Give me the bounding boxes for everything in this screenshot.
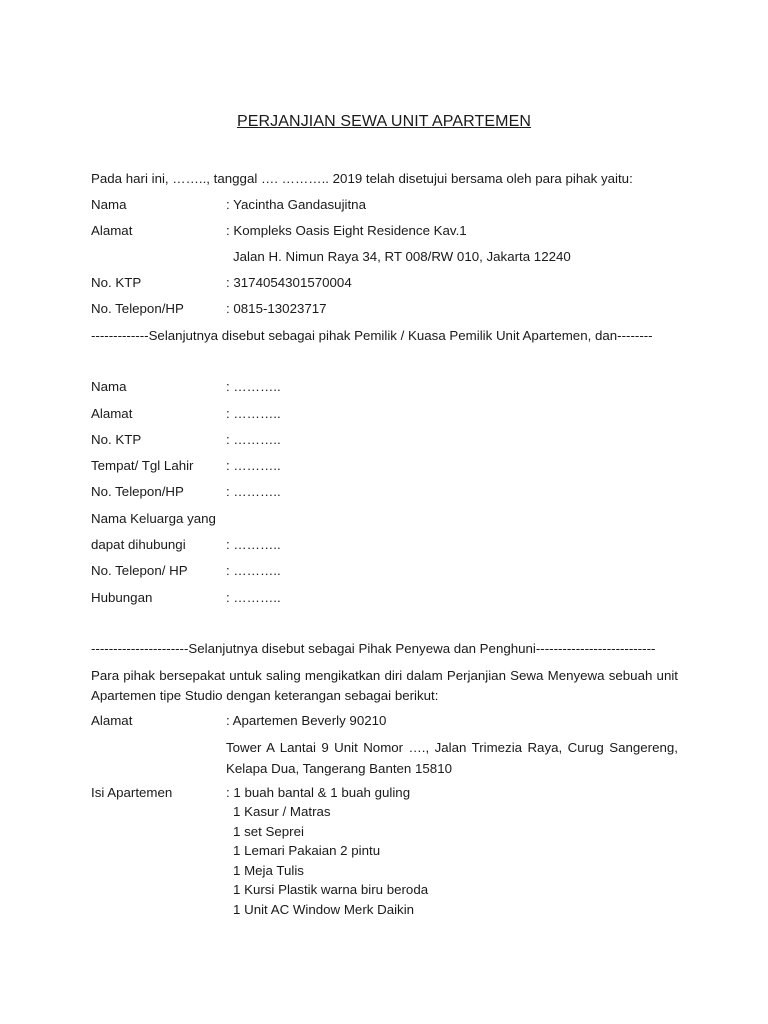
tenant-phone2-value: : ……….. (226, 563, 281, 578)
tenant-name-value: : ……….. (226, 379, 281, 394)
list-item: 1 Unit AC Window Merk Daikin (233, 901, 415, 917)
owner-address-label: Alamat (91, 223, 133, 238)
tenant-phone-value: : ……….. (226, 484, 281, 499)
owner-ktp-value: : 3174054301570004 (226, 275, 352, 290)
tenant-separator: ----------------------Selanjutnya disebut sebagai Pihak Penyewa dan Penghuni--------------------------- (91, 641, 656, 656)
agreement-paragraph: Para pihak bersepakat untuk saling mengikatkan diri dalam Perjanjian Sewa Menyewa sebuah unit Apartemen tipe Studio dengan keterangan sebagai berikut: (91, 668, 678, 703)
list-item: 1 Kasur / Matras (233, 804, 331, 819)
tenant-ktp-value: : ……….. (226, 432, 281, 447)
tenant-birth-label: Tempat/ Tgl Lahir (91, 458, 194, 473)
intro-text: Pada hari ini, …….., tanggal …. ……….. 2019 telah disetujui bersama oleh para pihak yaitu: (91, 171, 633, 186)
list-item: 1 Kursi Plastik warna biru beroda (233, 882, 429, 897)
unit-contents-list (233, 802, 428, 919)
owner-address-value: : Kompleks Oasis Eight Residence Kav.1 (226, 223, 467, 238)
tenant-family-label-2: dapat dihubungi (91, 537, 186, 552)
unit-address-value: : Apartemen Beverly 90210 (226, 713, 387, 728)
tenant-address-label: Alamat (91, 406, 133, 421)
tenant-ktp-label: No. KTP (91, 432, 142, 447)
unit-address-detail: Tower A Lantai 9 Unit Nomor …., Jalan Trimezia Raya, Curug Sangereng, Kelapa Dua, Tangerang Banten 15810 (226, 740, 678, 776)
unit-contents-first: : 1 buah bantal & 1 buah guling (226, 785, 411, 800)
list-item: 1 Meja Tulis (233, 862, 304, 878)
owner-phone-value: : 0815-13023717 (226, 301, 327, 316)
owner-name-label: Nama (91, 197, 127, 212)
tenant-address-value: : ……….. (226, 406, 281, 421)
tenant-relation-value: : ……….. (226, 590, 281, 605)
tenant-phone-label: No. Telepon/HP (91, 484, 184, 499)
owner-phone-label: No. Telepon/HP (91, 301, 184, 316)
owner-separator: -------------Selanjutnya disebut sebagai pihak Pemilik / Kuasa Pemilik Unit Apartemen, dan-------- (91, 328, 653, 343)
list-item: 1 Lemari Pakaian 2 pintu (233, 843, 381, 858)
tenant-relation-label: Hubungan (91, 590, 153, 605)
unit-address-label: Alamat (91, 713, 133, 728)
tenant-name-label: Nama (91, 379, 127, 394)
tenant-family-value: : ……….. (226, 537, 281, 552)
tenant-family-label-1: Nama Keluarga yang (91, 511, 216, 526)
list-item: 1 set Seprei (233, 823, 304, 839)
owner-ktp-label: No. KTP (91, 275, 142, 290)
document-title: PERJANJIAN SEWA UNIT APARTEMEN (236, 113, 532, 130)
unit-contents-label: Isi Apartemen (91, 785, 173, 800)
tenant-birth-value: : ……….. (226, 458, 281, 473)
tenant-phone2-label: No. Telepon/ HP (91, 563, 188, 578)
owner-name-value: : Yacintha Gandasujitna (226, 197, 366, 212)
owner-address-value-2: Jalan H. Nimun Raya 34, RT 008/RW 010, Jakarta 12240 (233, 249, 571, 264)
